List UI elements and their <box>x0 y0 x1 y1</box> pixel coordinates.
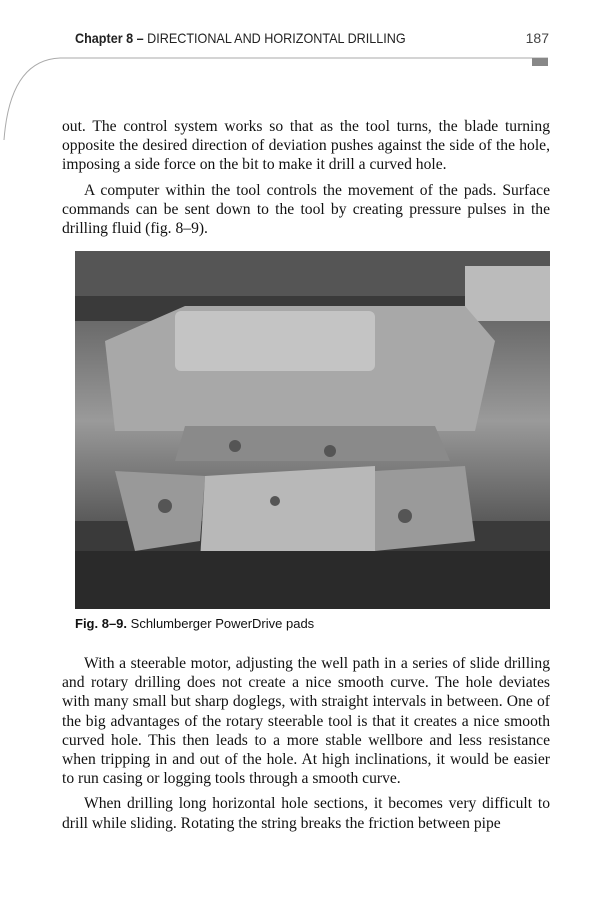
paragraph: With a steerable motor, adjusting the well path in a series of slide drilling and rotary drilling does not create a nice smooth curve. The hole deviates with many small but sharp doglegs, with straight intervals in between. One of the big advantages of the rotary steerable tool is that it creates a nice smooth curved hole. This then leads to a more stable wellbore and less resistance when tripping in and out of the hole. At high inclinations, it would be easier to run casing or logging tools through a smooth curve. <box>62 655 550 788</box>
paragraph: out. The control system works so that as the tool turns, the blade turning opposite the desired direction of deviation pushes against the side of the hole, imposing a side force on the bit to make it drill a curved hole. <box>62 118 550 174</box>
chapter-label: Chapter 8 – <box>75 30 144 46</box>
page-number: 187 <box>525 30 549 46</box>
chapter-title: DIRECTIONAL AND HORIZONTAL DRILLING <box>147 30 406 46</box>
figure-photo-powerdrive-pads <box>75 251 550 609</box>
running-header <box>75 30 406 46</box>
paragraph: When drilling long horizontal hole sections, it becomes very difficult to drill while sliding. Rotating the string breaks the friction between pipe <box>62 795 550 832</box>
figure-label: Fig. 8–9. <box>75 616 128 631</box>
figure-caption <box>75 616 314 631</box>
paragraph: A computer within the tool controls the movement of the pads. Surface commands can be sent down to the tool by creating pressure pulses in the drilling fluid (fig. 8–9). <box>62 181 550 238</box>
body-text-bottom <box>62 654 550 839</box>
body-text-top <box>62 117 550 244</box>
figure-caption-text: Schlumberger PowerDrive pads <box>130 616 315 631</box>
page-tab-marker <box>532 58 548 66</box>
